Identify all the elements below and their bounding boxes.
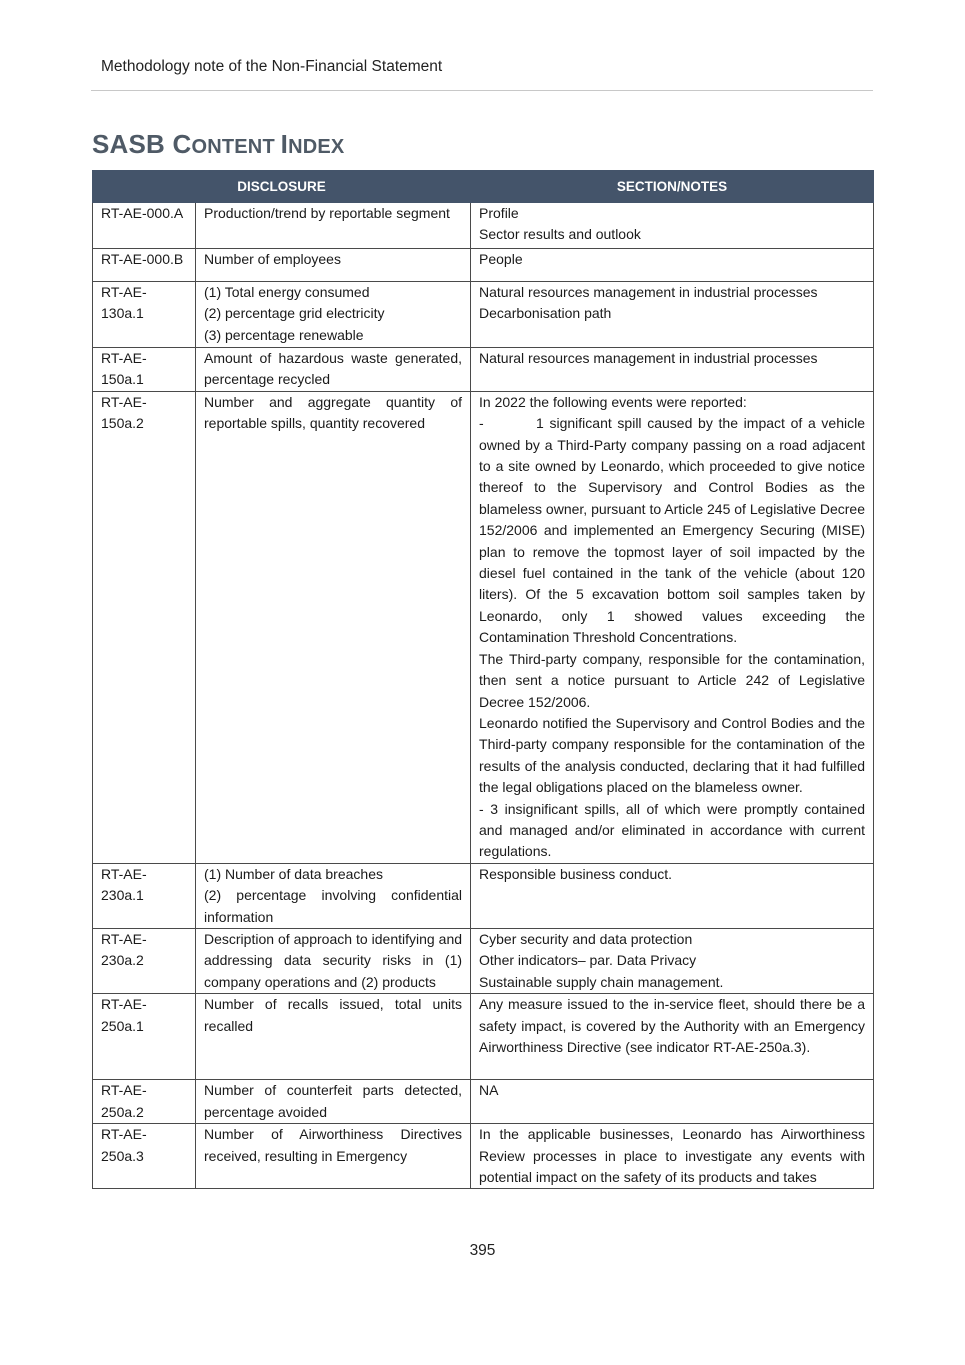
row-notes bbox=[471, 203, 874, 249]
row-notes bbox=[471, 348, 874, 392]
note-line: People bbox=[479, 251, 523, 267]
running-header: Methodology note of the Non-Financial Statement bbox=[101, 58, 443, 75]
row-description: Number of recalls issued, total units recalled bbox=[196, 994, 471, 1080]
row-description: Number of employees bbox=[196, 249, 471, 282]
table-row bbox=[93, 863, 874, 928]
row-code: RT-AE-000.B bbox=[93, 249, 196, 282]
title-cap-c: C bbox=[172, 129, 192, 159]
description-line: (3) percentage renewable bbox=[204, 326, 364, 343]
row-notes bbox=[471, 928, 874, 993]
table-row bbox=[93, 994, 874, 1080]
note-line: Profile bbox=[479, 205, 519, 221]
note-line: Sustainable supply chain management. bbox=[479, 973, 724, 990]
description-line: (2) percentage involving confidential information bbox=[204, 887, 463, 925]
note-line: NA bbox=[479, 1082, 499, 1099]
table-row bbox=[93, 348, 874, 392]
note-line: Responsible business conduct. bbox=[479, 865, 673, 882]
row-notes: In the applicable businesses, Leonardo has Airworthiness Review processes in place to investigate any events with potential impact on the safety of its products and takes bbox=[471, 1124, 874, 1189]
note-intro: In 2022 the following events were reported: bbox=[479, 393, 747, 410]
title-cap-i: I bbox=[280, 129, 289, 159]
row-code: RT-AE-250a.2 bbox=[93, 1080, 196, 1124]
note-significant-spill bbox=[479, 413, 865, 648]
description-line: (1) Total energy consumed bbox=[204, 284, 370, 300]
row-code: RT-AE-230a.2 bbox=[93, 928, 196, 993]
row-description: Production/trend by reportable segment bbox=[196, 203, 471, 249]
title-smallcaps-ndex: NDEX bbox=[288, 136, 345, 158]
page-number: 395 bbox=[469, 1242, 496, 1259]
note-paragraph: The Third-party company, responsible for the contamination, then sent a notice pursuant to Article 242 of Legislative Decree 152/2006. bbox=[479, 650, 866, 710]
row-code: RT-AE-150a.2 bbox=[93, 391, 196, 863]
table-row bbox=[93, 249, 874, 282]
row-notes bbox=[471, 1080, 874, 1124]
row-notes bbox=[471, 863, 874, 928]
row-notes bbox=[471, 249, 874, 282]
note-paragraph: Leonardo notified the Supervisory and Control Bodies and the Third-party company responsible for the contamination of the results of the analysis conducted, declaring that it had fulfilled the legal obligations placed on the blameless owner. bbox=[479, 714, 866, 796]
note-line: Natural resources management in industrial processes bbox=[479, 284, 818, 300]
note-line: Natural resources management in industrial processes bbox=[479, 350, 818, 366]
table-row bbox=[93, 928, 874, 993]
bullet-dash: - bbox=[479, 415, 484, 432]
table-row bbox=[93, 391, 874, 863]
row-code: RT-AE-130a.1 bbox=[93, 282, 196, 348]
table-row bbox=[93, 203, 874, 249]
row-code: RT-AE-250a.3 bbox=[93, 1124, 196, 1189]
column-header-section-notes: SECTION/NOTES bbox=[471, 171, 874, 203]
title-word-sasb: SASB bbox=[92, 129, 173, 159]
table-row bbox=[93, 1080, 874, 1124]
note-insignificant-spills: - 3 insignificant spills, all of which were promptly contained and managed and/or eliminated in accordance with current regulations. bbox=[479, 800, 866, 860]
description-line: (1) Number of data breaches bbox=[204, 865, 383, 882]
row-description: Number of counterfeit parts detected, percentage avoided bbox=[196, 1080, 471, 1124]
row-description: Description of approach to identifying and addressing data security risks in (1) company operations and (2) products bbox=[196, 928, 471, 993]
title-smallcaps-ontent: ONTENT bbox=[191, 136, 281, 158]
column-header-disclosure: DISCLOSURE bbox=[93, 171, 471, 203]
table-row bbox=[93, 1124, 874, 1189]
table-header-row bbox=[93, 171, 874, 203]
note-line: Cyber security and data protection bbox=[479, 930, 693, 947]
description-line: (2) percentage grid electricity bbox=[204, 305, 385, 322]
row-code: RT-AE-230a.1 bbox=[93, 863, 196, 928]
header-divider bbox=[91, 90, 873, 91]
note-line: Other indicators– par. Data Privacy bbox=[479, 952, 697, 969]
note-line: Sector results and outlook bbox=[479, 226, 641, 243]
row-description: Number of Airworthiness Directives received, resulting in Emergency bbox=[196, 1124, 471, 1189]
page-title bbox=[92, 129, 344, 160]
note-line: Decarbonisation path bbox=[479, 305, 612, 322]
row-description: Amount of hazardous waste generated, percentage recycled bbox=[196, 348, 471, 392]
sasb-content-table bbox=[92, 170, 874, 1189]
table-row bbox=[93, 282, 874, 348]
row-notes bbox=[471, 282, 874, 348]
row-notes bbox=[471, 391, 874, 863]
row-description bbox=[196, 282, 471, 348]
row-code: RT-AE-150a.1 bbox=[93, 348, 196, 392]
row-description: Number and aggregate quantity of reportable spills, quantity recovered bbox=[196, 391, 471, 863]
row-notes: Any measure issued to the in-service fleet, should there be a safety impact, is covered by the Authority with an Emergency Airworthiness Directive (see indicator RT-AE-250a.3). bbox=[471, 994, 874, 1080]
row-code: RT-AE-000.A bbox=[93, 203, 196, 249]
row-description bbox=[196, 863, 471, 928]
row-code: RT-AE-250a.1 bbox=[93, 994, 196, 1080]
note-paragraph: 1 significant spill caused by the impact of a vehicle owned by a Third-Party company passing on a road adjacent to a site owned by Leonardo, which proceeded to give notice thereof to the Supervisory and Control Bodies as the blameless owner, pursuant to Article 245 of Legislative Decree 152/2006 and implemented an Emergency Securing (MISE) plan to remove the topmost layer of soil impacted by the diesel fuel contained in the tank of the vehicle (about 120 liters). Of the 5 excavation bottom soil samples taken by Leonardo, only 1 showed values exceeding the Contamination Threshold Concentrations. bbox=[479, 415, 866, 646]
